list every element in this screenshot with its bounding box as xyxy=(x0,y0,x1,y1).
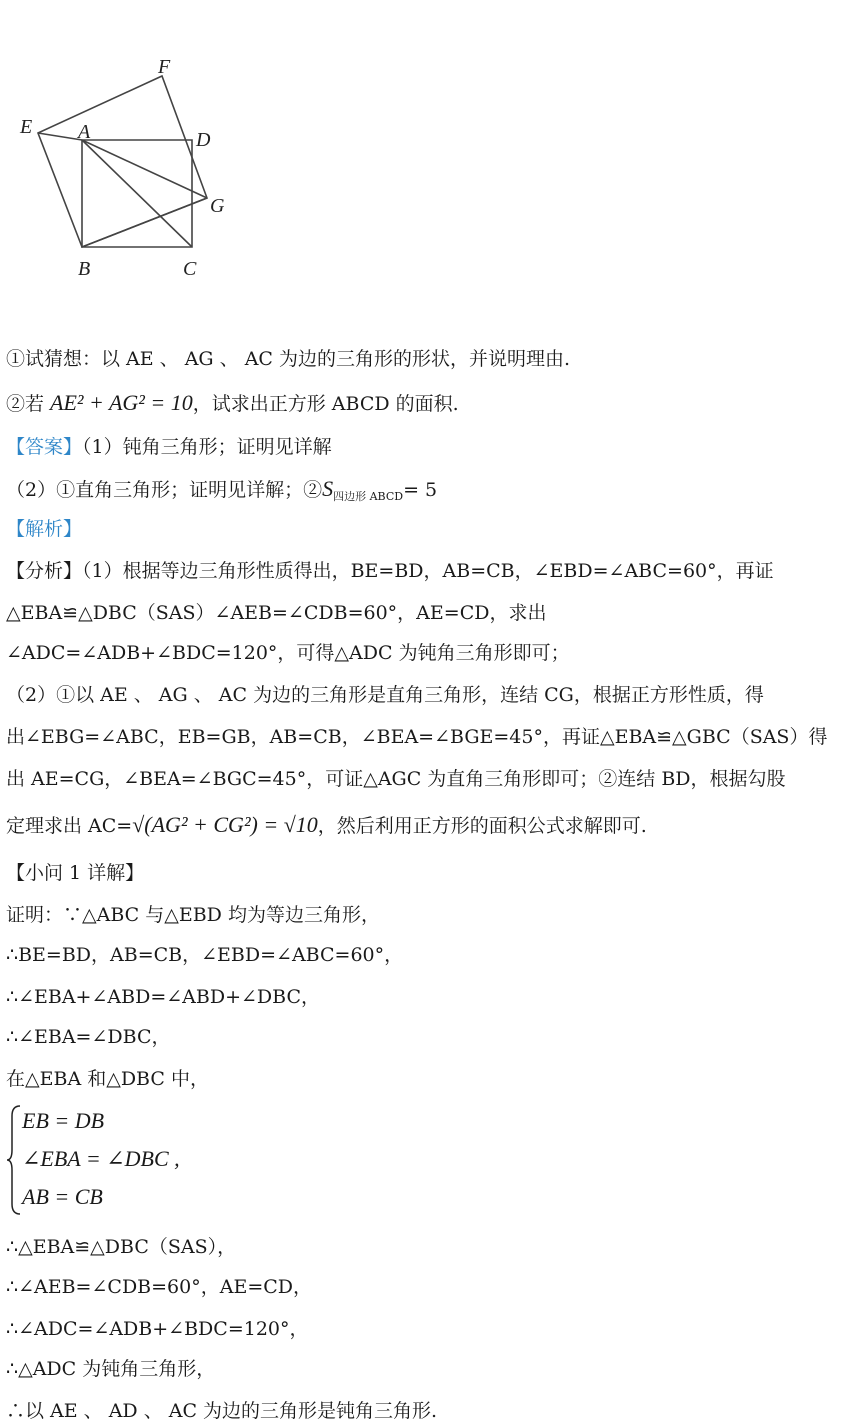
proof-line-1: 证明：∵△ABC 与△EBD 均为等边三角形， xyxy=(6,904,380,926)
analysis-line-3: ∠ADC=∠ADB+∠BDC=120°，可得△ADC 为钝角三角形即可； xyxy=(6,642,570,664)
proof-line-6: ∴△EBA≌△DBC（SAS）， xyxy=(6,1236,237,1258)
system-row-3: AB = CB xyxy=(22,1184,103,1209)
proof-line-8: ∴∠ADC=∠ADB+∠BDC=120°， xyxy=(6,1318,309,1340)
label-a: A xyxy=(78,121,91,143)
label-d: D xyxy=(196,129,211,151)
square-ebgf xyxy=(38,76,207,247)
analysis-line-6: 出 AE=CG，∠BEA=∠BGC=45°，可证△AGC 为直角三角形即可；②连结 BD，根据勾股 xyxy=(6,768,786,790)
question-2-expr: AE² + AG² = 10 xyxy=(50,390,193,415)
system-row-2: ∠EBA = ∠DBC , xyxy=(22,1146,180,1171)
question-1: ①试猜想：以 AE 、 AG 、 AC 为边的三角形的形状，并说明理由. xyxy=(6,348,571,370)
answer-2-pre: （2）①直角三角形；证明见详解；② xyxy=(6,479,323,501)
proof-line-5: 在△EBA 和△DBC 中， xyxy=(6,1068,209,1090)
proof-line-4: ∴∠EBA=∠DBC， xyxy=(6,1026,171,1048)
answer-2-post: = 5 xyxy=(403,479,438,501)
answer-tag: 【答案】 xyxy=(6,436,83,458)
answer-2-sub: 四边形 ABCD xyxy=(333,490,404,503)
answer-line xyxy=(6,434,332,460)
analysis-7-pre: 定理求出 AC= xyxy=(6,815,133,837)
analysis-7-post: ，然后利用正方形的面积公式求解即可. xyxy=(317,815,647,837)
segment-ea xyxy=(38,133,82,140)
question-2 xyxy=(6,390,459,417)
system-row-1: EB = DB xyxy=(22,1108,105,1133)
segment-ac xyxy=(82,140,192,247)
analysis-line-4: （2）①以 AE 、 AG 、 AC 为边的三角形是直角三角形，连结 CG，根据正方形性质，得 xyxy=(6,684,764,706)
label-b: B xyxy=(78,258,91,280)
analysis-7-expr: √(AG² + CG²) = √10 xyxy=(132,812,318,837)
segment-bg xyxy=(82,198,207,247)
answer-line-2 xyxy=(6,476,437,506)
analysis-line-2: △EBA≌△DBC（SAS）∠AEB=∠CDB=60°，AE=CD，求出 xyxy=(6,602,547,624)
proof-line-7: ∴∠AEB=∠CDB=60°，AE=CD， xyxy=(6,1276,313,1298)
proof-line-10: ∴以 AE 、 AD 、 AC 为边的三角形是钝角三角形. xyxy=(6,1400,438,1422)
sub-question-head: 【小问 1 详解】 xyxy=(6,862,145,884)
answer-2-s: S xyxy=(322,476,334,501)
label-f: F xyxy=(158,56,171,78)
analysis-line-5: 出∠EBG=∠ABC，EB=GB，AB=CB，∠BEA=∠BGE=45°，再证△EBA≌△GBC（SAS）得 xyxy=(6,726,828,748)
answer-text: （1）钝角三角形；证明见详解 xyxy=(82,436,332,458)
geometry-figure xyxy=(0,40,260,340)
label-g: G xyxy=(210,195,225,217)
proof-line-2: ∴BE=BD，AB=CB，∠EBD=∠ABC=60°， xyxy=(6,944,404,966)
analysis-line-7 xyxy=(6,812,647,839)
label-e: E xyxy=(20,116,33,138)
label-c: C xyxy=(183,258,197,280)
question-2-post: ，试求出正方形 ABCD 的面积. xyxy=(192,393,459,415)
analysis-line-1: 【分析】（1）根据等边三角形性质得出，BE=BD，AB=CB，∠EBD=∠ABC=60°，再证 xyxy=(6,560,774,582)
proof-line-9: ∴△ADC 为钝角三角形， xyxy=(6,1358,216,1380)
left-brace-icon xyxy=(6,1104,22,1216)
question-2-pre: ②若 xyxy=(6,393,51,415)
proof-line-3: ∴∠EBA+∠ABD=∠ABD+∠DBC， xyxy=(6,986,321,1008)
analysis-tag: 【解析】 xyxy=(6,518,83,540)
